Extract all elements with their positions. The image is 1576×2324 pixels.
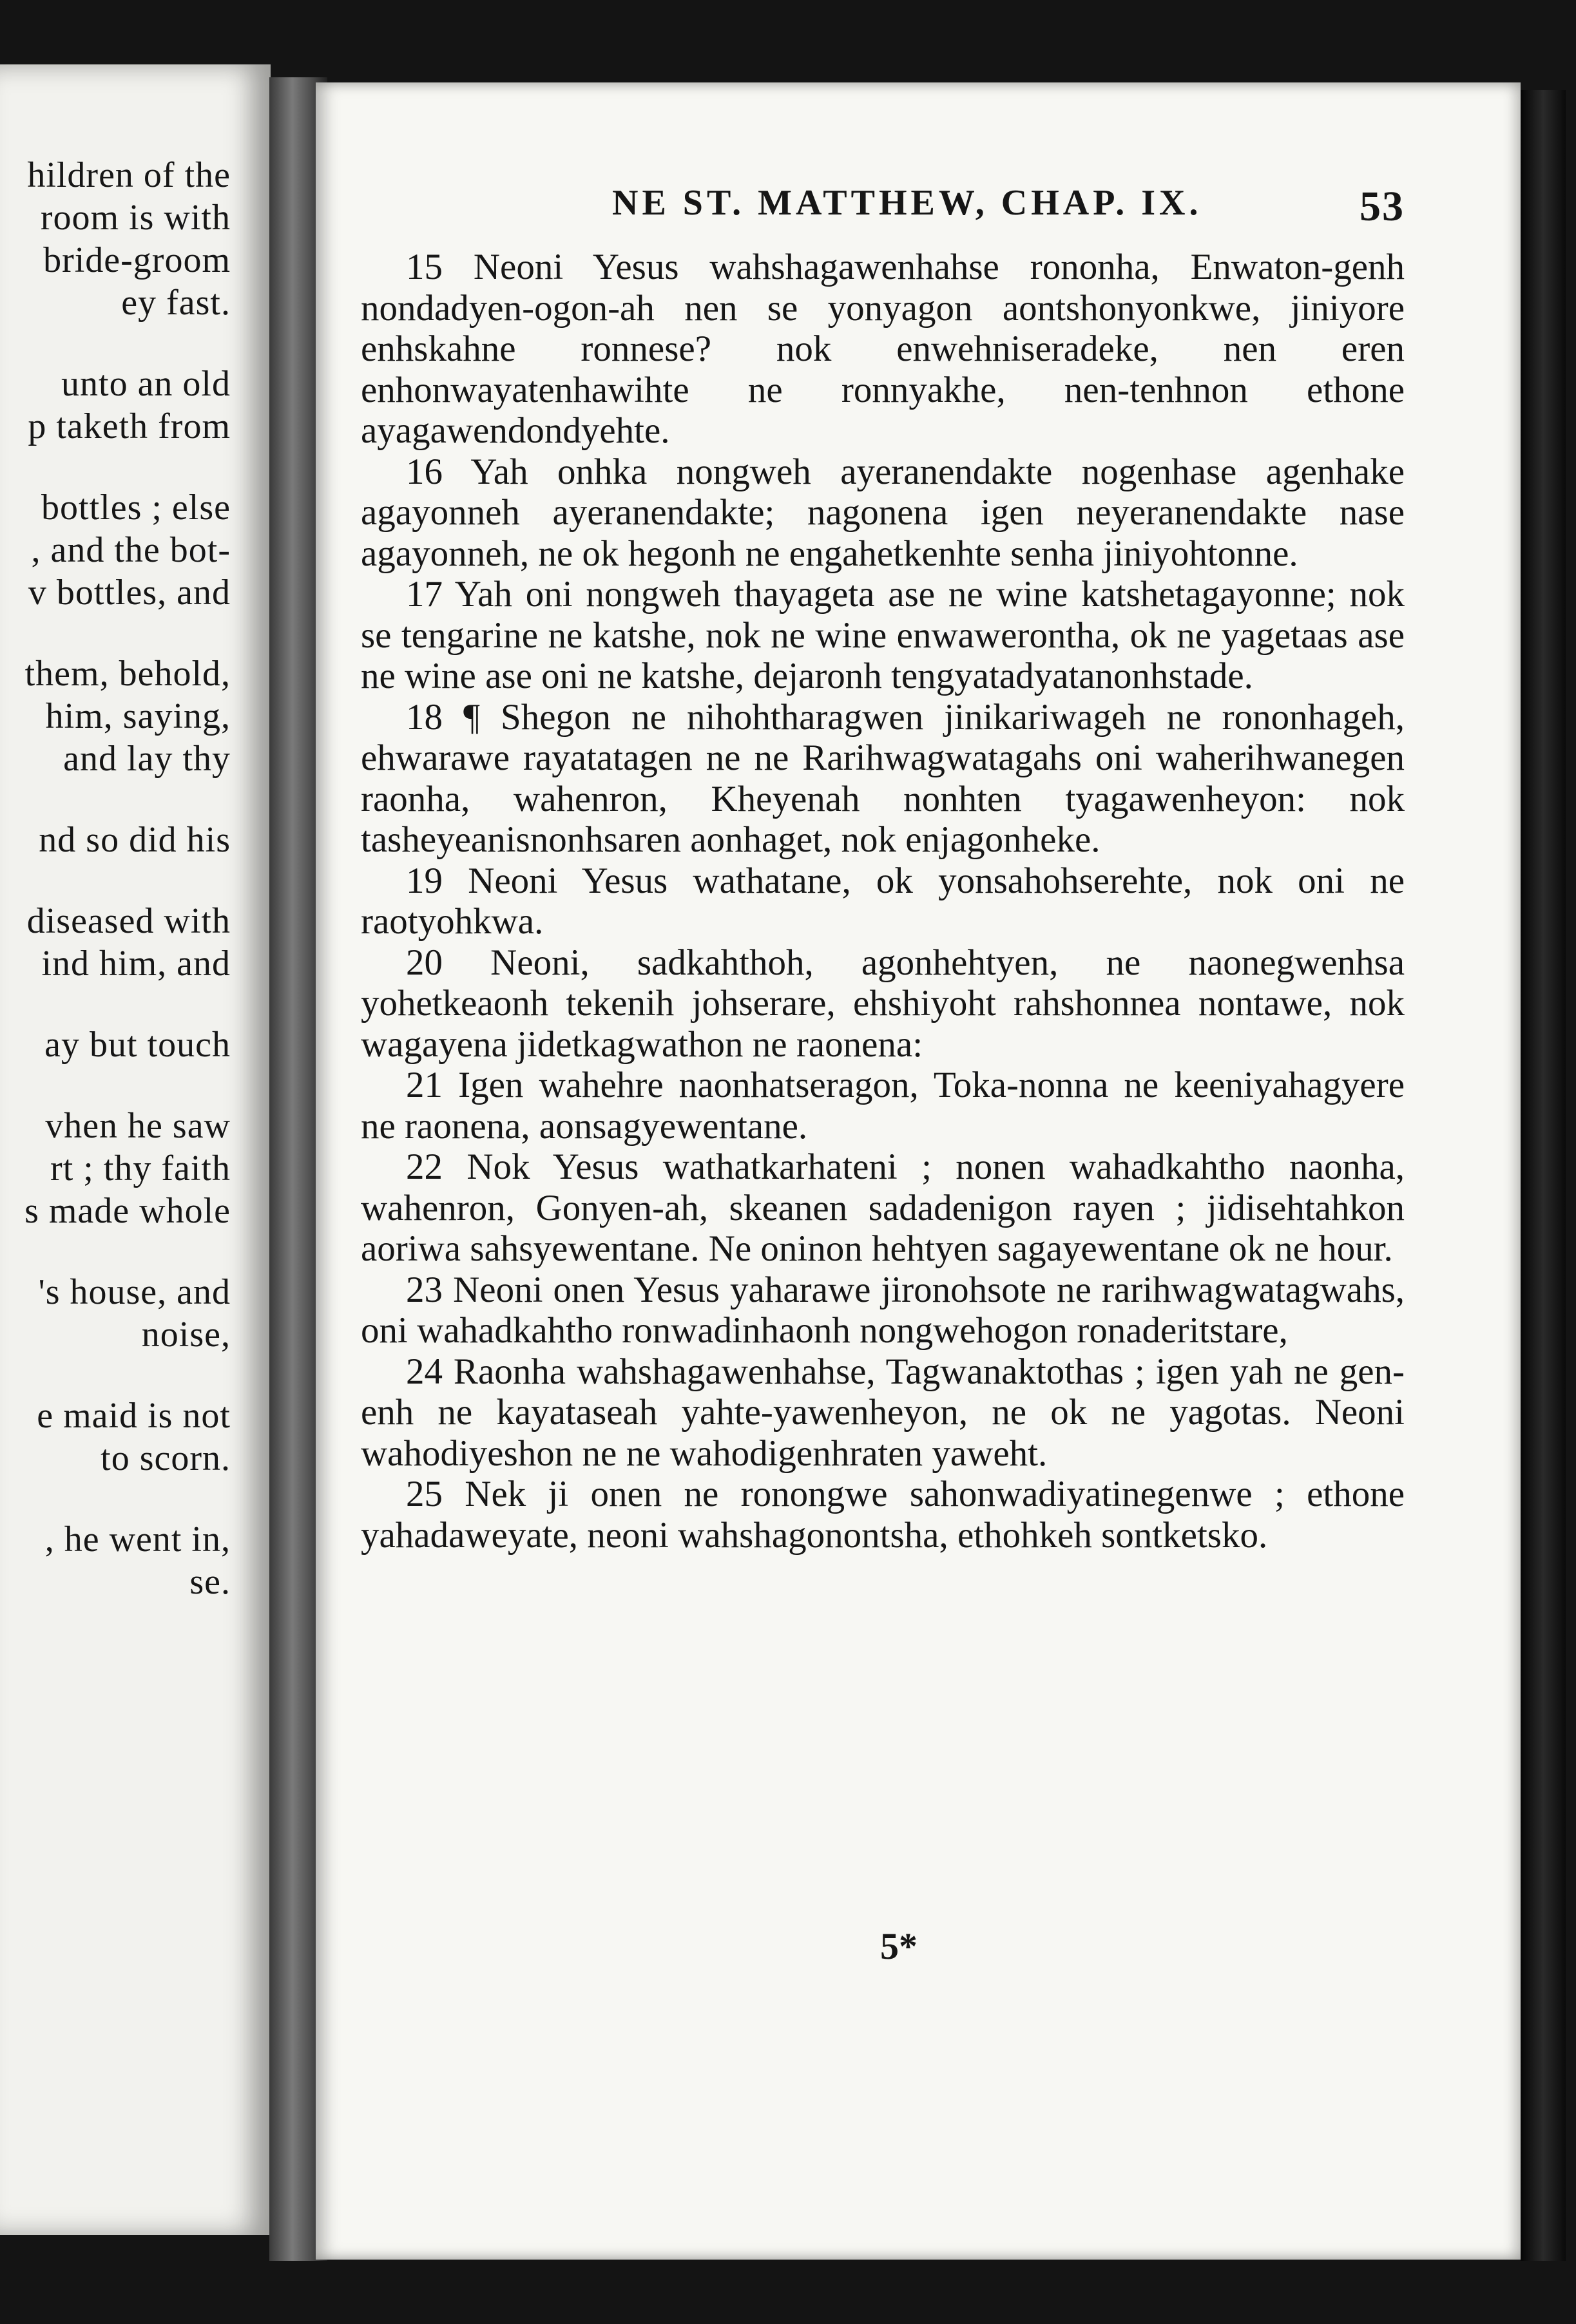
left-page-line: him, saying, <box>45 696 231 736</box>
verse-body: Nok Yesus wathatkarhateni ; nonen wahadkahtho naonha, wahenron, Gonyen-ah, skeanen sadadenigon rayen ; jidisehtahkon aoriwa sahsyewentane. Ne oninon hehtyen sagayewentane ok ne hour. <box>361 1147 1405 1269</box>
left-page-line: p taketh from <box>28 406 231 446</box>
verse-body: Neoni, sadkahthoh, agonhehtyen, ne naonegwenhsa yohetkeaonh tekenih johserare, ehshiyoht rahshonnea nontawe, nok wagayena jidetkagwathon ne raonena: <box>361 942 1405 1065</box>
left-page-line: bottles ; else <box>41 488 231 528</box>
verse <box>361 1065 1405 1147</box>
verse-number: 23 <box>406 1269 443 1310</box>
verse <box>361 452 1405 575</box>
left-page-fragment <box>0 64 271 2235</box>
verse <box>361 861 1405 942</box>
verse <box>361 247 1405 452</box>
verse-number: 20 <box>406 942 443 983</box>
left-page-line: vhen he saw <box>45 1106 231 1146</box>
verse-body: Yah oni nongweh thayageta ase ne wine katshetagayonne; nok se tengarine ne katshe, nok ne wine enwawerontha, ok ne yagetaas ase ne wine ase oni ne katshe, dejaronh tengyatadyatanonhstade. <box>361 574 1405 696</box>
verse-number: 18 ¶ <box>406 696 480 738</box>
verse-number: 25 <box>406 1474 443 1514</box>
verse-number: 17 <box>406 574 443 614</box>
verse-text <box>361 247 1405 1556</box>
verse-body: Neoni Yesus wathatane, ok yonsahohserehte, nok oni ne raotyohkwa. <box>361 860 1405 942</box>
verse-body: Raonha wahshagawenhahse, Tagwanaktothas ; igen yah ne gen-enh ne kayataseah yahte-yawenheyon, ne ok ne yagotas. Neoni wahodiyeshon ne ne wahodigenhraten yaweht. <box>361 1351 1405 1474</box>
verse <box>361 1147 1405 1270</box>
left-page-line: rt ; thy faith <box>50 1148 231 1188</box>
left-page-line: s made whole <box>24 1191 231 1231</box>
verse-body: Yah onhka nongweh ayeranendakte nogenhase agenhake agayonneh ayeranendakte; nagonena igen neyeranendakte nase agayonneh, ne ok hegonh ne engahetkenhte senha jiniyohtonne. <box>361 451 1405 574</box>
verse <box>361 697 1405 861</box>
left-page-line: , he went in, <box>44 1519 231 1559</box>
page-number: 53 <box>1360 183 1405 230</box>
verse <box>361 942 1405 1065</box>
left-page-line: 's house, and <box>38 1272 231 1312</box>
left-page-line: , and the bot- <box>31 530 231 570</box>
verse-body: Neoni Yesus wahshagawenhahse rononha, Enwaton-genh nondadyen-ogon-ah nen se yonyagon aontshonyonkwe, jiniyore enhskahne ronnese? nok enwehniseradeke, nen eren enhonwayatenhawihte ne ronnyakhe, nen-tenhnon ethone ayagawendondyehte. <box>361 247 1405 451</box>
verse-number: 15 <box>406 247 443 287</box>
left-page-line: v bottles, and <box>28 573 231 613</box>
verse-number: 16 <box>406 451 443 492</box>
verse-body: Nek ji onen ne ronongwe sahonwadiyatinegenwe ; ethone yahadaweyate, neoni wahshagonontsha, ethohkeh sontketsko. <box>361 1474 1405 1556</box>
left-page-line: diseased with <box>26 901 231 941</box>
left-page-line: noise, <box>141 1315 231 1355</box>
verse-body: Shegon ne nihohtharagwen jinikariwageh ne rononhageh, ehwarawe rayatatagen ne ne Rarihwagwatagahs oni waherihwanegen raonha, wahenron, Kheyenah nonhten tyagawenheyon: nok tasheyeanisnonhsaren aonhaget, nok enjagonheke. <box>361 696 1405 860</box>
left-page-line: nd so did his <box>39 820 231 860</box>
verse-number: 24 <box>406 1351 443 1392</box>
verse-body: Igen wahehre naonhatseragon, Toka-nonna ne keeniyahagyere ne raonena, aonsagyewentane. <box>361 1065 1405 1147</box>
left-page-line: them, behold, <box>24 654 231 694</box>
verse <box>361 1351 1405 1474</box>
page-edge <box>1521 90 1566 2261</box>
verse <box>361 1270 1405 1351</box>
verse <box>361 574 1405 697</box>
left-page-line: e maid is not <box>37 1396 231 1436</box>
left-page-line: ind him, and <box>41 944 231 984</box>
left-page-line: hildren of the <box>27 155 231 195</box>
left-page-line: to scorn. <box>101 1438 231 1478</box>
left-page-line: room is with <box>40 198 231 238</box>
left-page-line: ey fast. <box>121 283 231 323</box>
left-page-line: bride-groom <box>43 240 231 280</box>
left-page-line: unto an old <box>61 364 231 404</box>
left-page-line: and lay thy <box>63 739 231 779</box>
right-page <box>316 82 1521 2260</box>
verse-number: 22 <box>406 1147 443 1187</box>
verse <box>361 1474 1405 1556</box>
signature-mark: 5* <box>880 1925 918 1967</box>
left-page-line: se. <box>189 1562 231 1602</box>
running-head: NE ST. MATTHEW, CHAP. IX. <box>612 183 1202 223</box>
verse-body: Neoni onen Yesus yaharawe jironohsote ne rarihwagwatagwahs, oni wahadkahtho ronwadinhaonh nongwehogon ronaderitstare, <box>361 1269 1405 1351</box>
verse-number: 19 <box>406 860 443 901</box>
verse-number: 21 <box>406 1065 443 1105</box>
left-page-line: ay but touch <box>44 1025 231 1065</box>
